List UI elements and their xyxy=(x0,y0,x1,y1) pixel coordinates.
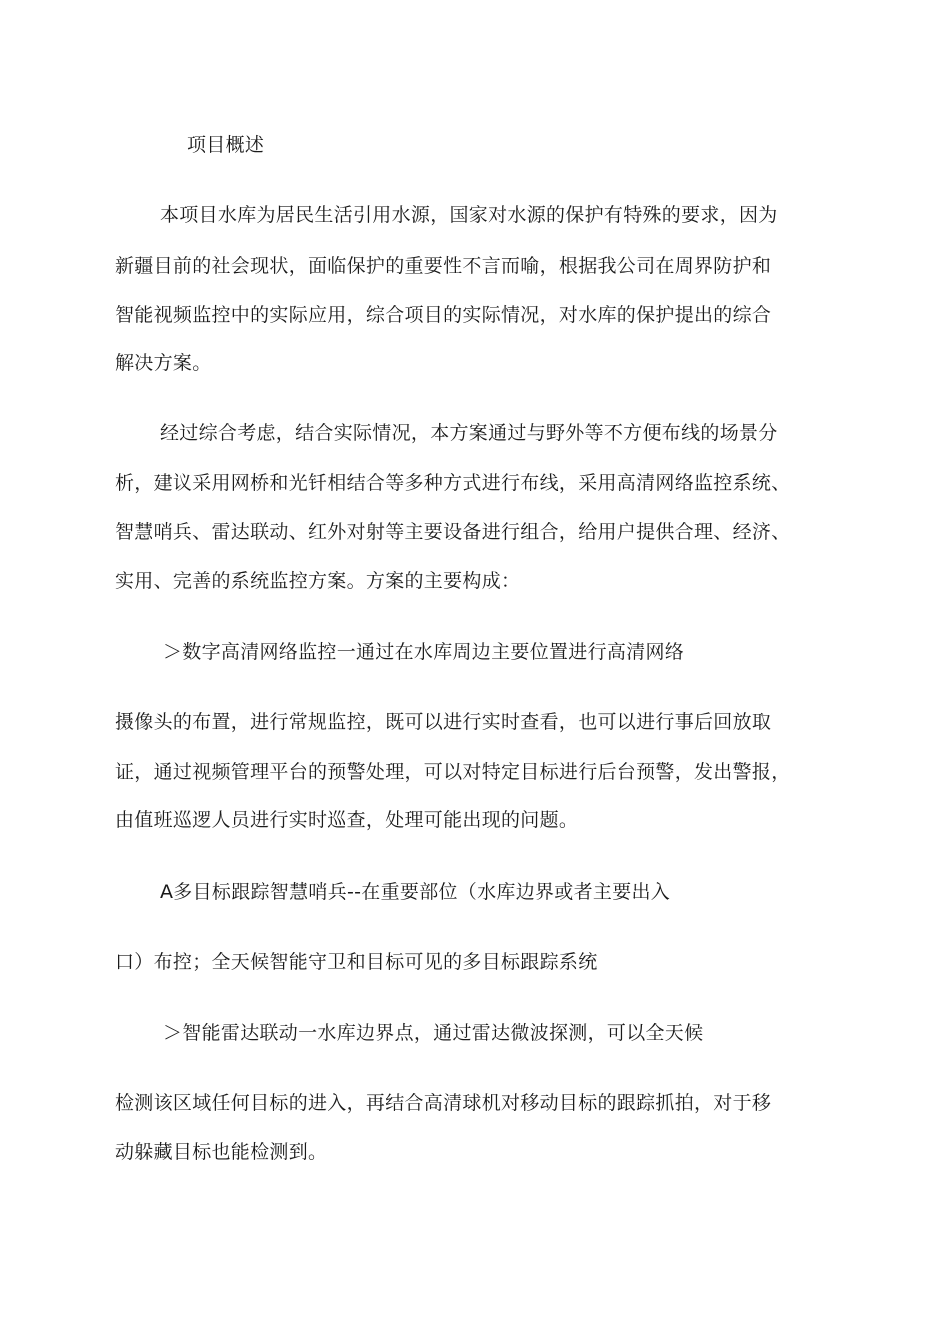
paragraph1-line4: 解决方案。 xyxy=(115,352,212,374)
paragraph2-line4: 实用、完善的系统监控方案。方案的主要构成： xyxy=(115,570,521,592)
paragraph2-line3: 智慧哨兵、雷达联动、红外对射等主要设备进行组合，给用户提供合理、经济、 xyxy=(115,521,791,543)
item1-line3: 由值班巡逻人员进行实时巡查，处理可能出现的问题。 xyxy=(115,809,579,831)
item3-line2: 动躲藏目标也能检测到。 xyxy=(115,1141,328,1163)
item2-line1: 口）布控；全天候智能守卫和目标可见的多目标跟踪系统 xyxy=(115,951,598,973)
item3-lead: ＞智能雷达联动一水库边界点，通过雷达微波探测，可以全天候 xyxy=(163,1022,704,1044)
item2-lead: A多目标跟踪智慧哨兵--在重要部位（水库边界或者主要出入 xyxy=(160,881,671,903)
paragraph1-line2: 新疆目前的社会现状，面临保护的重要性不言而喻，根据我公司在周界防护和 xyxy=(115,255,772,277)
item1-line2: 证，通过视频管理平台的预警处理，可以对特定目标进行后台预警，发出警报， xyxy=(115,761,791,783)
paragraph1-line1: 本项目水库为居民生活引用水源，国家对水源的保护有特殊的要求，因为 xyxy=(160,204,778,226)
paragraph2-line2: 析，建议采用网桥和光钎相结合等多种方式进行布线，采用高清网络监控系统、 xyxy=(115,472,791,494)
item3-line1: 检测该区域任何目标的进入，再结合高清球机对移动目标的跟踪抓拍，对于移 xyxy=(115,1092,772,1114)
item1-lead: ＞数字高清网络监控一通过在水库周边主要位置进行高清网络 xyxy=(163,641,685,663)
section-title: 项目概述 xyxy=(187,134,265,156)
item1-line1: 摄像头的布置，进行常规监控，既可以进行实时查看，也可以进行事后回放取 xyxy=(115,711,772,733)
paragraph1-line3: 智能视频监控中的实际应用，综合项目的实际情况，对水库的保护提出的综合 xyxy=(115,304,772,326)
paragraph2-line1: 经过综合考虑，结合实际情况，本方案通过与野外等不方便布线的场景分 xyxy=(160,422,778,444)
